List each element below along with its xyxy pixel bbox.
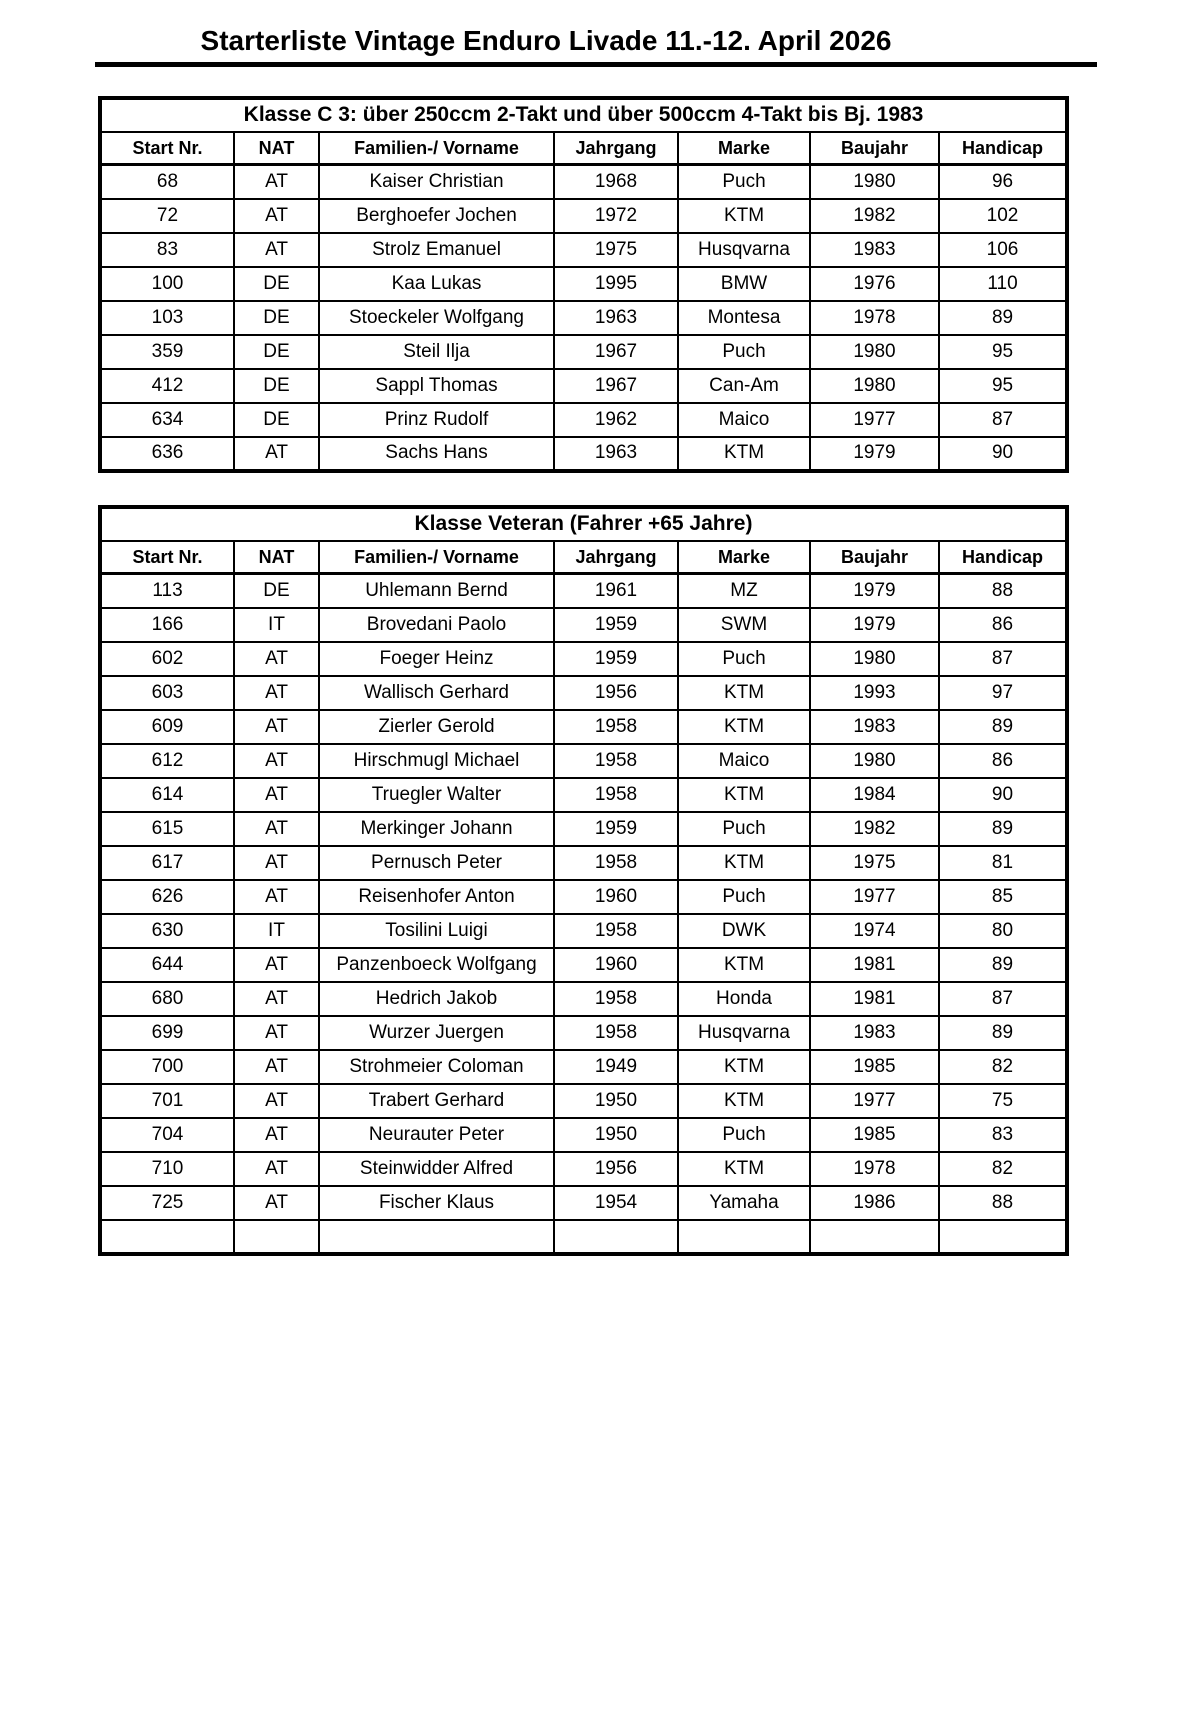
table-cell: KTM xyxy=(678,676,810,710)
table-title-row xyxy=(100,507,1067,541)
table-cell: 725 xyxy=(100,1186,234,1220)
table-cell: 1958 xyxy=(554,914,678,948)
table-cell: 1995 xyxy=(554,267,678,301)
table-cell: Yamaha xyxy=(678,1186,810,1220)
table-row xyxy=(100,369,1067,403)
table-cell: 166 xyxy=(100,608,234,642)
table-cell: Hedrich Jakob xyxy=(319,982,554,1016)
table-row xyxy=(100,676,1067,710)
table-row xyxy=(100,1186,1067,1220)
table-cell: 1956 xyxy=(554,1152,678,1186)
table-cell: 1958 xyxy=(554,710,678,744)
table-cell: DE xyxy=(234,403,319,437)
table-cell: 1983 xyxy=(810,1016,939,1050)
table-cell: 1961 xyxy=(554,574,678,608)
table-cell: 1983 xyxy=(810,710,939,744)
column-header: Handicap xyxy=(939,132,1067,165)
table-cell: 1980 xyxy=(810,642,939,676)
table-cell: Maico xyxy=(678,744,810,778)
table-cell: Wurzer Juergen xyxy=(319,1016,554,1050)
table-cell: BMW xyxy=(678,267,810,301)
table-cell: Neurauter Peter xyxy=(319,1118,554,1152)
table-row xyxy=(100,233,1067,267)
table-row xyxy=(100,403,1067,437)
table-cell: 86 xyxy=(939,744,1067,778)
table-cell: 86 xyxy=(939,608,1067,642)
table-cell: 359 xyxy=(100,335,234,369)
table-cell: KTM xyxy=(678,778,810,812)
table-cell: 95 xyxy=(939,335,1067,369)
table-cell: 1974 xyxy=(810,914,939,948)
table-cell: Prinz Rudolf xyxy=(319,403,554,437)
table-cell: KTM xyxy=(678,1050,810,1084)
table-cell: KTM xyxy=(678,710,810,744)
starter-table-klasse-veteran xyxy=(98,505,1069,1256)
column-header: Handicap xyxy=(939,541,1067,574)
table-row xyxy=(100,437,1067,471)
table-cell: DWK xyxy=(678,914,810,948)
table-cell: 89 xyxy=(939,301,1067,335)
table-cell: 1978 xyxy=(810,301,939,335)
table-cell: Merkinger Johann xyxy=(319,812,554,846)
table-row xyxy=(100,165,1067,199)
table-cell: Puch xyxy=(678,1118,810,1152)
table-cell: AT xyxy=(234,812,319,846)
table-cell: 1983 xyxy=(810,233,939,267)
table-cell: 1962 xyxy=(554,403,678,437)
table-cell: 89 xyxy=(939,1016,1067,1050)
table-cell: AT xyxy=(234,1118,319,1152)
table-cell: 87 xyxy=(939,982,1067,1016)
column-header: Marke xyxy=(678,541,810,574)
table-cell: 626 xyxy=(100,880,234,914)
table-cell xyxy=(234,1220,319,1254)
table-cell: 96 xyxy=(939,165,1067,199)
table-cell: 710 xyxy=(100,1152,234,1186)
table-title: Klasse C 3: über 250ccm 2-Takt und über 500ccm 4-Takt bis Bj. 1983 xyxy=(100,98,1067,132)
table-cell: SWM xyxy=(678,608,810,642)
table-cell xyxy=(319,1220,554,1254)
table-cell: 1982 xyxy=(810,199,939,233)
table-cell: 1958 xyxy=(554,846,678,880)
table-row xyxy=(100,812,1067,846)
table-cell: 1986 xyxy=(810,1186,939,1220)
table-cell: AT xyxy=(234,710,319,744)
table-cell: 412 xyxy=(100,369,234,403)
table-cell: 700 xyxy=(100,1050,234,1084)
table-cell: Fischer Klaus xyxy=(319,1186,554,1220)
table-cell: Kaa Lukas xyxy=(319,267,554,301)
column-header: Start Nr. xyxy=(100,541,234,574)
table-cell: 644 xyxy=(100,948,234,982)
table-cell: 1959 xyxy=(554,642,678,676)
column-header: Marke xyxy=(678,132,810,165)
table-cell: AT xyxy=(234,676,319,710)
column-header: Familien-/ Vorname xyxy=(319,541,554,574)
table-cell: 87 xyxy=(939,403,1067,437)
table-row xyxy=(100,880,1067,914)
table-row xyxy=(100,1050,1067,1084)
table-cell: AT xyxy=(234,744,319,778)
table-cell: DE xyxy=(234,574,319,608)
table-cell: 630 xyxy=(100,914,234,948)
table-cell: 1959 xyxy=(554,812,678,846)
table-cell: 1980 xyxy=(810,744,939,778)
table-cell: 634 xyxy=(100,403,234,437)
table-cell: 113 xyxy=(100,574,234,608)
table-row xyxy=(100,948,1067,982)
table-cell: Puch xyxy=(678,812,810,846)
table-cell: 1954 xyxy=(554,1186,678,1220)
table-cell: AT xyxy=(234,778,319,812)
table-cell: IT xyxy=(234,608,319,642)
column-header: Jahrgang xyxy=(554,132,678,165)
table-cell: Hirschmugl Michael xyxy=(319,744,554,778)
table-cell: 1984 xyxy=(810,778,939,812)
table-cell: Strohmeier Coloman xyxy=(319,1050,554,1084)
table-cell: Kaiser Christian xyxy=(319,165,554,199)
table-cell: 88 xyxy=(939,574,1067,608)
table-row xyxy=(100,1220,1067,1254)
table-cell: 1979 xyxy=(810,574,939,608)
table-cell: 87 xyxy=(939,642,1067,676)
table-cell: 80 xyxy=(939,914,1067,948)
table-header-row xyxy=(100,541,1067,574)
table-cell: Foeger Heinz xyxy=(319,642,554,676)
table-cell: 1950 xyxy=(554,1118,678,1152)
table-cell: 1977 xyxy=(810,1084,939,1118)
table-cell: 1980 xyxy=(810,369,939,403)
table-cell: 603 xyxy=(100,676,234,710)
table-cell: Steil Ilja xyxy=(319,335,554,369)
table-cell: 1960 xyxy=(554,948,678,982)
table-cell: Maico xyxy=(678,403,810,437)
table-cell: 89 xyxy=(939,948,1067,982)
table-cell: DE xyxy=(234,267,319,301)
table-cell: Stoeckeler Wolfgang xyxy=(319,301,554,335)
table-cell: 106 xyxy=(939,233,1067,267)
table-cell: 1958 xyxy=(554,778,678,812)
table-cell: DE xyxy=(234,369,319,403)
table-cell: KTM xyxy=(678,437,810,471)
table-cell: AT xyxy=(234,1152,319,1186)
table-cell: 636 xyxy=(100,437,234,471)
table-cell: MZ xyxy=(678,574,810,608)
table-cell: KTM xyxy=(678,199,810,233)
table-cell: 614 xyxy=(100,778,234,812)
table-row xyxy=(100,744,1067,778)
table-cell: Honda xyxy=(678,982,810,1016)
table-cell: AT xyxy=(234,1186,319,1220)
table-cell: KTM xyxy=(678,1084,810,1118)
table-cell: 75 xyxy=(939,1084,1067,1118)
table-cell: 83 xyxy=(939,1118,1067,1152)
table-cell: 1985 xyxy=(810,1118,939,1152)
table-cell: 100 xyxy=(100,267,234,301)
table-cell xyxy=(939,1220,1067,1254)
table-cell: 97 xyxy=(939,676,1067,710)
table-cell: 1963 xyxy=(554,301,678,335)
table-cell: AT xyxy=(234,165,319,199)
table-cell: Tosilini Luigi xyxy=(319,914,554,948)
table-cell: 1956 xyxy=(554,676,678,710)
table-cell: 680 xyxy=(100,982,234,1016)
table-row xyxy=(100,710,1067,744)
table-cell: 90 xyxy=(939,778,1067,812)
column-header: NAT xyxy=(234,541,319,574)
table-cell: Strolz Emanuel xyxy=(319,233,554,267)
table-cell: Husqvarna xyxy=(678,1016,810,1050)
table-cell: AT xyxy=(234,199,319,233)
table-cell: 617 xyxy=(100,846,234,880)
table-cell: 1977 xyxy=(810,880,939,914)
table-cell xyxy=(678,1220,810,1254)
table-cell: Puch xyxy=(678,880,810,914)
table-row xyxy=(100,846,1067,880)
table-cell: 1968 xyxy=(554,165,678,199)
table-cell: Sachs Hans xyxy=(319,437,554,471)
table-cell: 1975 xyxy=(810,846,939,880)
table-cell: 1978 xyxy=(810,1152,939,1186)
table-cell: DE xyxy=(234,301,319,335)
table-title: Klasse Veteran (Fahrer +65 Jahre) xyxy=(100,507,1067,541)
table-cell: Sappl Thomas xyxy=(319,369,554,403)
table-cell: 612 xyxy=(100,744,234,778)
table-row xyxy=(100,267,1067,301)
table-cell: 609 xyxy=(100,710,234,744)
table-cell: 83 xyxy=(100,233,234,267)
table-cell: AT xyxy=(234,437,319,471)
table-cell: 82 xyxy=(939,1050,1067,1084)
table-cell: 102 xyxy=(939,199,1067,233)
column-header: NAT xyxy=(234,132,319,165)
column-header: Jahrgang xyxy=(554,541,678,574)
table-cell: 1967 xyxy=(554,369,678,403)
table-cell: 1976 xyxy=(810,267,939,301)
table-cell: 602 xyxy=(100,642,234,676)
table-cell: Reisenhofer Anton xyxy=(319,880,554,914)
table-cell: 88 xyxy=(939,1186,1067,1220)
table-row xyxy=(100,199,1067,233)
table-cell: Uhlemann Bernd xyxy=(319,574,554,608)
column-header: Familien-/ Vorname xyxy=(319,132,554,165)
table-cell: 72 xyxy=(100,199,234,233)
table-row xyxy=(100,982,1067,1016)
table-cell: 1981 xyxy=(810,982,939,1016)
table-row xyxy=(100,1152,1067,1186)
table-cell xyxy=(554,1220,678,1254)
table-cell: AT xyxy=(234,880,319,914)
table-cell: 1982 xyxy=(810,812,939,846)
table-cell: Truegler Walter xyxy=(319,778,554,812)
table-cell: 82 xyxy=(939,1152,1067,1186)
table-cell: 1958 xyxy=(554,1016,678,1050)
table-cell: 81 xyxy=(939,846,1067,880)
table-cell: 85 xyxy=(939,880,1067,914)
column-header: Baujahr xyxy=(810,132,939,165)
table-cell: 1979 xyxy=(810,608,939,642)
table-cell xyxy=(810,1220,939,1254)
table-cell: KTM xyxy=(678,948,810,982)
table-cell: 704 xyxy=(100,1118,234,1152)
table-cell: 1980 xyxy=(810,335,939,369)
table-cell: 1960 xyxy=(554,880,678,914)
table-cell: Puch xyxy=(678,335,810,369)
table-cell: Trabert Gerhard xyxy=(319,1084,554,1118)
table-row xyxy=(100,642,1067,676)
table-cell: Pernusch Peter xyxy=(319,846,554,880)
table-cell: AT xyxy=(234,846,319,880)
table-cell: AT xyxy=(234,1016,319,1050)
table-cell: 699 xyxy=(100,1016,234,1050)
table-row xyxy=(100,608,1067,642)
table-cell: 1985 xyxy=(810,1050,939,1084)
table-cell: 1959 xyxy=(554,608,678,642)
table-cell: KTM xyxy=(678,1152,810,1186)
table-row xyxy=(100,574,1067,608)
table-cell: 1993 xyxy=(810,676,939,710)
table-cell: IT xyxy=(234,914,319,948)
table-cell: 1958 xyxy=(554,982,678,1016)
table-cell: 1958 xyxy=(554,744,678,778)
table-cell: 103 xyxy=(100,301,234,335)
table-row xyxy=(100,778,1067,812)
table-cell: Brovedani Paolo xyxy=(319,608,554,642)
table-cell: 95 xyxy=(939,369,1067,403)
table-cell: 615 xyxy=(100,812,234,846)
table-row xyxy=(100,1016,1067,1050)
table-row xyxy=(100,335,1067,369)
table-cell: AT xyxy=(234,233,319,267)
column-header: Start Nr. xyxy=(100,132,234,165)
table-cell: Husqvarna xyxy=(678,233,810,267)
table-cell: 1972 xyxy=(554,199,678,233)
table-cell: 1950 xyxy=(554,1084,678,1118)
table-cell: 89 xyxy=(939,710,1067,744)
starter-table-klasse-c3 xyxy=(98,96,1069,473)
table-cell: Wallisch Gerhard xyxy=(319,676,554,710)
table-cell: Montesa xyxy=(678,301,810,335)
table-body xyxy=(100,574,1067,1254)
table-cell: 1967 xyxy=(554,335,678,369)
table-cell: 90 xyxy=(939,437,1067,471)
table-cell: 1979 xyxy=(810,437,939,471)
table-cell xyxy=(100,1220,234,1254)
table-cell: Can-Am xyxy=(678,369,810,403)
table-cell: AT xyxy=(234,948,319,982)
page-title: Starterliste Vintage Enduro Livade 11.-12. April 2026 xyxy=(95,26,1097,67)
table-row xyxy=(100,1084,1067,1118)
table-row xyxy=(100,301,1067,335)
table-title-row xyxy=(100,98,1067,132)
table-cell: Puch xyxy=(678,642,810,676)
table-cell: Berghoefer Jochen xyxy=(319,199,554,233)
table-cell: 701 xyxy=(100,1084,234,1118)
table-cell: AT xyxy=(234,1084,319,1118)
column-header: Baujahr xyxy=(810,541,939,574)
table-row xyxy=(100,1118,1067,1152)
table-header-row xyxy=(100,132,1067,165)
table-cell: DE xyxy=(234,335,319,369)
table-cell: 89 xyxy=(939,812,1067,846)
table-cell: Puch xyxy=(678,165,810,199)
table-cell: 1980 xyxy=(810,165,939,199)
table-cell: Zierler Gerold xyxy=(319,710,554,744)
table-body xyxy=(100,165,1067,471)
table-cell: 1975 xyxy=(554,233,678,267)
table-cell: AT xyxy=(234,1050,319,1084)
table-cell: 1963 xyxy=(554,437,678,471)
table-cell: 68 xyxy=(100,165,234,199)
table-cell: Panzenboeck Wolfgang xyxy=(319,948,554,982)
table-row xyxy=(100,914,1067,948)
table-cell: Steinwidder Alfred xyxy=(319,1152,554,1186)
table-cell: 1981 xyxy=(810,948,939,982)
table-cell: 1949 xyxy=(554,1050,678,1084)
table-cell: 110 xyxy=(939,267,1067,301)
table-cell: 1977 xyxy=(810,403,939,437)
table-cell: AT xyxy=(234,982,319,1016)
table-cell: AT xyxy=(234,642,319,676)
table-cell: KTM xyxy=(678,846,810,880)
